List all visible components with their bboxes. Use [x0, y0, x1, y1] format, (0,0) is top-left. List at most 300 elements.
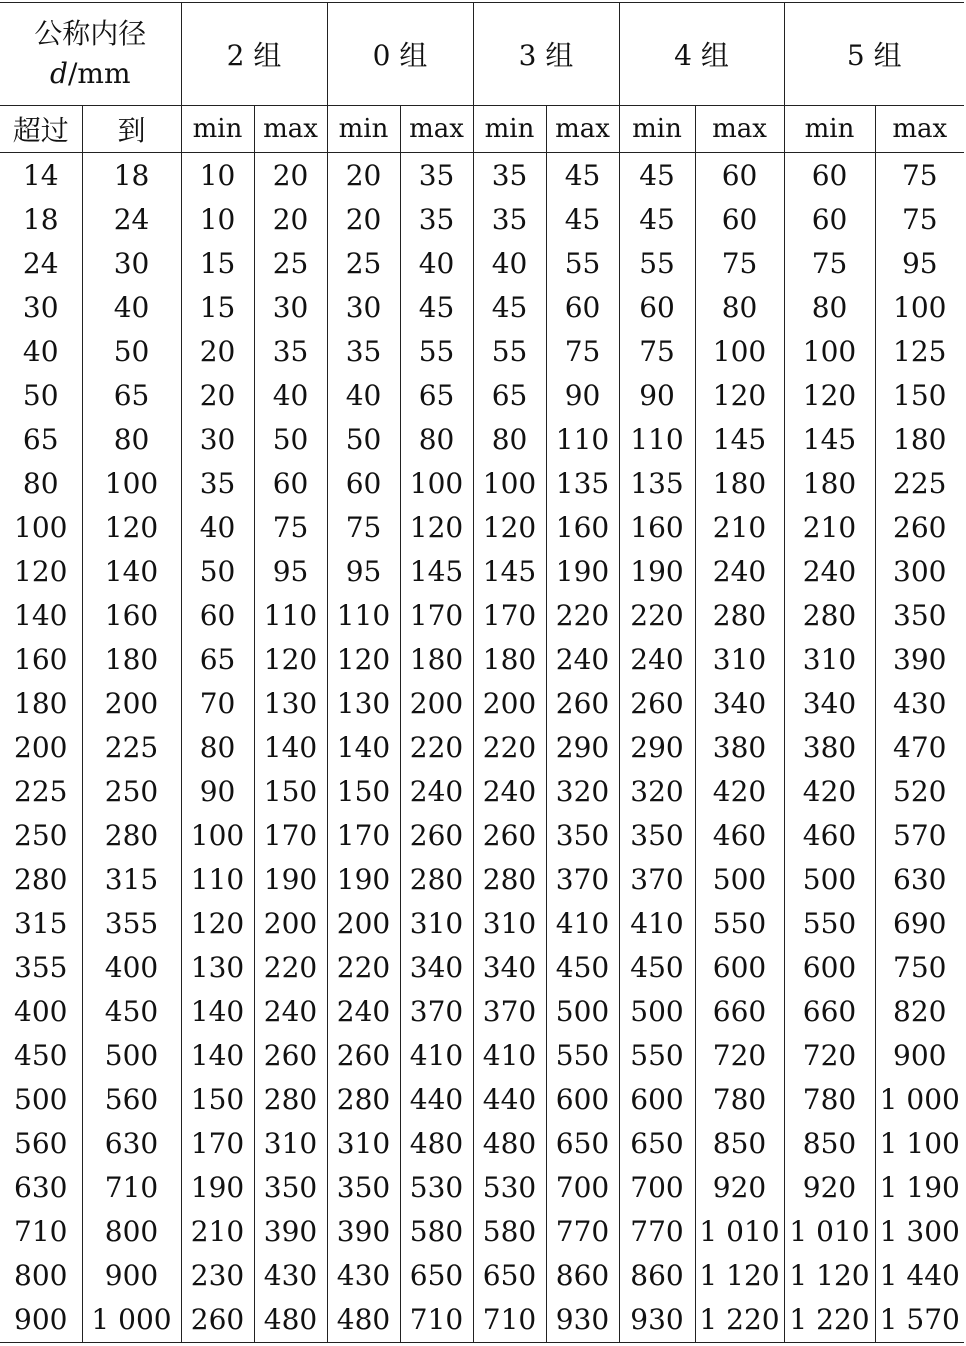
nominal-diameter-header	[0, 3, 181, 106]
table-cell: 370	[546, 858, 619, 902]
table-cell: 1 190	[875, 1166, 964, 1210]
table-cell: 280	[82, 813, 181, 857]
table-cell: 110	[619, 417, 695, 461]
table-cell: 550	[784, 902, 875, 946]
table-cell: 1 120	[695, 1254, 784, 1298]
table-cell: 80	[82, 417, 181, 461]
nominal-diameter-title: 公称内径	[34, 17, 147, 50]
table-cell: 600	[619, 1078, 695, 1122]
table-cell: 260	[875, 505, 964, 549]
table-cell: 280	[14, 863, 68, 897]
table-cell: 50	[22, 378, 59, 412]
table-cell: 230	[181, 1254, 254, 1298]
table-row	[0, 769, 964, 813]
table-cell: 40	[82, 285, 181, 329]
table-cell: 100	[14, 510, 68, 544]
table-cell: 75	[546, 329, 619, 373]
table-cell: 50	[181, 549, 254, 593]
table-cell: 280	[254, 1078, 327, 1122]
table-cell: 750	[875, 946, 964, 990]
table-cell: 40	[254, 373, 327, 417]
table-cell: 710	[82, 1166, 181, 1210]
table-cell: 560	[14, 1127, 68, 1161]
min-header: min	[181, 106, 254, 153]
table-cell: 710	[473, 1298, 546, 1343]
table-cell: 170	[400, 593, 473, 637]
table-cell: 130	[327, 681, 400, 725]
table-cell: 120	[82, 505, 181, 549]
table-row	[0, 417, 964, 461]
table-cell: 1 010	[695, 1210, 784, 1254]
diameter-unit: /mm	[67, 57, 131, 90]
table-cell: 700	[546, 1166, 619, 1210]
table-cell: 520	[875, 769, 964, 813]
min-header: min	[784, 106, 875, 153]
table-cell: 180	[473, 637, 546, 681]
table-row	[0, 505, 964, 549]
table-cell: 660	[784, 990, 875, 1034]
table-cell: 430	[254, 1254, 327, 1298]
table-cell: 350	[327, 1166, 400, 1210]
table-cell: 370	[619, 858, 695, 902]
table-cell: 340	[473, 946, 546, 990]
table-cell: 80	[473, 417, 546, 461]
table-cell: 35	[327, 329, 400, 373]
table-cell: 770	[546, 1210, 619, 1254]
table-cell: 40	[181, 505, 254, 549]
max-header: max	[254, 106, 327, 153]
table-cell: 260	[473, 813, 546, 857]
table-cell: 225	[875, 461, 964, 505]
table-cell: 170	[254, 813, 327, 857]
table-row	[0, 241, 964, 285]
table-cell: 240	[695, 549, 784, 593]
table-cell: 20	[181, 329, 254, 373]
table-cell: 145	[695, 417, 784, 461]
table-cell: 550	[546, 1034, 619, 1078]
table-cell: 40	[400, 241, 473, 285]
table-row	[0, 1122, 964, 1166]
table-cell: 75	[254, 505, 327, 549]
table-cell: 95	[327, 549, 400, 593]
min-header: min	[473, 106, 546, 153]
table-cell: 500	[619, 990, 695, 1034]
table-cell: 130	[181, 946, 254, 990]
table-cell: 55	[546, 241, 619, 285]
max-header: max	[695, 106, 784, 153]
table-cell: 20	[181, 373, 254, 417]
table-row	[0, 285, 964, 329]
table-cell: 90	[181, 769, 254, 813]
table-cell: 75	[327, 505, 400, 549]
table-cell: 30	[327, 285, 400, 329]
group-header: 4 组	[619, 3, 784, 106]
table-cell: 95	[254, 549, 327, 593]
table-cell: 80	[695, 285, 784, 329]
table-cell: 30	[254, 285, 327, 329]
table-cell: 35	[181, 461, 254, 505]
table-cell: 150	[875, 373, 964, 417]
header-row-groups	[0, 3, 964, 106]
table-cell: 580	[400, 1210, 473, 1254]
table-cell: 40	[327, 373, 400, 417]
table-row	[0, 1166, 964, 1210]
table-cell: 65	[82, 373, 181, 417]
table-cell: 24	[82, 197, 181, 241]
table-cell: 260	[254, 1034, 327, 1078]
table-cell: 630	[14, 1171, 68, 1205]
table-cell: 65	[473, 373, 546, 417]
table-cell: 220	[619, 593, 695, 637]
table-cell: 75	[695, 241, 784, 285]
table-cell: 300	[875, 549, 964, 593]
group-header: 5 组	[784, 3, 964, 106]
table-cell: 45	[400, 285, 473, 329]
table-cell: 45	[546, 153, 619, 198]
table-cell: 30	[22, 290, 59, 324]
table-cell: 200	[400, 681, 473, 725]
table-cell: 45	[473, 285, 546, 329]
table-cell: 65	[22, 422, 59, 456]
table-cell: 930	[619, 1298, 695, 1343]
table-cell: 440	[400, 1078, 473, 1122]
table-cell: 480	[254, 1298, 327, 1343]
group-header: 3 组	[473, 3, 619, 106]
table-cell: 10	[181, 197, 254, 241]
table-cell: 80	[400, 417, 473, 461]
table-cell: 700	[619, 1166, 695, 1210]
table-cell: 450	[82, 990, 181, 1034]
table-cell: 70	[181, 681, 254, 725]
table-cell: 1 000	[82, 1298, 181, 1343]
table-cell: 860	[619, 1254, 695, 1298]
table-row	[0, 593, 964, 637]
table-cell: 400	[82, 946, 181, 990]
table-cell: 350	[546, 813, 619, 857]
table-cell: 1 120	[784, 1254, 875, 1298]
table-cell: 290	[546, 725, 619, 769]
table-cell: 600	[784, 946, 875, 990]
table-cell: 355	[82, 902, 181, 946]
table-cell: 850	[784, 1122, 875, 1166]
table-row	[0, 902, 964, 946]
table-cell: 1 570	[875, 1298, 964, 1343]
group-header: 0 组	[327, 3, 473, 106]
table-cell: 170	[327, 813, 400, 857]
table-cell: 780	[784, 1078, 875, 1122]
table-cell: 100	[473, 461, 546, 505]
table-cell: 460	[784, 813, 875, 857]
table-cell: 125	[875, 329, 964, 373]
table-cell: 450	[14, 1039, 68, 1073]
table-cell: 530	[400, 1166, 473, 1210]
table-row	[0, 549, 964, 593]
table-cell: 900	[0, 1298, 82, 1343]
table-cell: 240	[254, 990, 327, 1034]
table-cell: 190	[327, 858, 400, 902]
table-row	[0, 990, 964, 1034]
table-cell: 15	[181, 241, 254, 285]
table-cell: 570	[875, 813, 964, 857]
table-cell: 390	[327, 1210, 400, 1254]
table-row	[0, 946, 964, 990]
table-cell: 60	[695, 153, 784, 198]
table-cell: 18	[22, 202, 59, 236]
table-cell: 150	[254, 769, 327, 813]
table-cell: 720	[784, 1034, 875, 1078]
table-cell: 50	[327, 417, 400, 461]
table-cell: 120	[327, 637, 400, 681]
max-header: max	[875, 106, 964, 153]
table-cell: 35	[473, 153, 546, 198]
table-row	[0, 1254, 964, 1298]
table-cell: 380	[695, 725, 784, 769]
table-cell: 10	[181, 153, 254, 198]
table-cell: 180	[875, 417, 964, 461]
table-cell: 24	[22, 246, 59, 280]
table-cell: 420	[695, 769, 784, 813]
table-cell: 190	[619, 549, 695, 593]
table-cell: 200	[14, 730, 68, 764]
table-cell: 500	[14, 1083, 68, 1117]
table-cell: 120	[14, 554, 68, 588]
table-cell: 290	[619, 725, 695, 769]
table-cell: 145	[473, 549, 546, 593]
table-cell: 120	[254, 637, 327, 681]
table-cell: 55	[400, 329, 473, 373]
table-cell: 35	[473, 197, 546, 241]
table-cell: 160	[619, 505, 695, 549]
table-row	[0, 373, 964, 417]
table-cell: 1 220	[784, 1298, 875, 1343]
table-cell: 500	[784, 858, 875, 902]
table-cell: 100	[400, 461, 473, 505]
table-cell: 60	[181, 593, 254, 637]
table-cell: 820	[875, 990, 964, 1034]
table-cell: 120	[784, 373, 875, 417]
table-cell: 160	[82, 593, 181, 637]
min-header: min	[619, 106, 695, 153]
table-cell: 920	[784, 1166, 875, 1210]
table-cell: 20	[327, 153, 400, 198]
table-cell: 260	[546, 681, 619, 725]
table-cell: 310	[695, 637, 784, 681]
table-cell: 110	[181, 858, 254, 902]
table-cell: 40	[22, 334, 59, 368]
table-cell: 340	[400, 946, 473, 990]
table-cell: 860	[546, 1254, 619, 1298]
table-cell: 370	[473, 990, 546, 1034]
table-cell: 500	[695, 858, 784, 902]
max-header: max	[400, 106, 473, 153]
table-cell: 320	[546, 769, 619, 813]
table-body	[0, 153, 964, 1343]
table-cell: 920	[695, 1166, 784, 1210]
table-cell: 690	[875, 902, 964, 946]
table-cell: 600	[695, 946, 784, 990]
table-cell: 440	[473, 1078, 546, 1122]
table-cell: 135	[619, 461, 695, 505]
table-row	[0, 813, 964, 857]
table-cell: 800	[82, 1210, 181, 1254]
table-cell: 100	[181, 813, 254, 857]
table-cell: 260	[327, 1034, 400, 1078]
table-cell: 210	[695, 505, 784, 549]
table-cell: 110	[327, 593, 400, 637]
table-cell: 120	[181, 902, 254, 946]
table-cell: 410	[473, 1034, 546, 1078]
table-cell: 60	[784, 197, 875, 241]
table-cell: 45	[619, 197, 695, 241]
table-cell: 75	[875, 197, 964, 241]
table-cell: 390	[254, 1210, 327, 1254]
table-cell: 120	[695, 373, 784, 417]
table-row	[0, 329, 964, 373]
table-cell: 45	[546, 197, 619, 241]
table-cell: 65	[400, 373, 473, 417]
table-cell: 180	[695, 461, 784, 505]
table-row	[0, 637, 964, 681]
table-cell: 50	[82, 329, 181, 373]
table-cell: 450	[619, 946, 695, 990]
table-cell: 580	[473, 1210, 546, 1254]
max-header: max	[546, 106, 619, 153]
table-cell: 310	[473, 902, 546, 946]
table-cell: 420	[784, 769, 875, 813]
table-cell: 410	[619, 902, 695, 946]
table-cell: 220	[473, 725, 546, 769]
table-cell: 35	[400, 197, 473, 241]
table-cell: 280	[327, 1078, 400, 1122]
table-cell: 35	[254, 329, 327, 373]
table-cell: 140	[327, 725, 400, 769]
table-cell: 210	[181, 1210, 254, 1254]
table-cell: 140	[181, 1034, 254, 1078]
table-cell: 180	[14, 686, 68, 720]
table-cell: 120	[473, 505, 546, 549]
table-row	[0, 197, 964, 241]
table-cell: 480	[400, 1122, 473, 1166]
table-cell: 60	[546, 285, 619, 329]
table-cell: 1 000	[875, 1078, 964, 1122]
table-cell: 800	[14, 1259, 68, 1293]
table-cell: 310	[254, 1122, 327, 1166]
header-row-subcolumns	[0, 106, 964, 153]
table-cell: 35	[400, 153, 473, 198]
table-cell: 240	[619, 637, 695, 681]
nominal-diameter-unit-line	[0, 54, 181, 94]
table-cell: 250	[82, 769, 181, 813]
table-cell: 650	[400, 1254, 473, 1298]
table-cell: 90	[546, 373, 619, 417]
table-cell: 400	[14, 995, 68, 1029]
table-cell: 350	[875, 593, 964, 637]
table-cell: 900	[875, 1034, 964, 1078]
table-cell: 390	[875, 637, 964, 681]
table-cell: 310	[784, 637, 875, 681]
table-cell: 100	[784, 329, 875, 373]
table-cell: 460	[695, 813, 784, 857]
table-cell: 600	[546, 1078, 619, 1122]
table-cell: 650	[473, 1254, 546, 1298]
table-cell: 170	[473, 593, 546, 637]
table-cell: 350	[619, 813, 695, 857]
table-cell: 850	[695, 1122, 784, 1166]
table-row	[0, 153, 964, 198]
table-cell: 280	[473, 858, 546, 902]
table-cell: 720	[695, 1034, 784, 1078]
table-cell: 75	[619, 329, 695, 373]
table-cell: 310	[400, 902, 473, 946]
table-cell: 20	[254, 197, 327, 241]
table-cell: 220	[546, 593, 619, 637]
table-cell: 370	[400, 990, 473, 1034]
table-cell: 15	[181, 285, 254, 329]
table-cell: 710	[400, 1298, 473, 1343]
table-cell: 650	[546, 1122, 619, 1166]
table-cell: 480	[473, 1122, 546, 1166]
table-cell: 315	[14, 907, 68, 941]
table-cell: 60	[695, 197, 784, 241]
table-cell: 630	[875, 858, 964, 902]
table-cell: 320	[619, 769, 695, 813]
table-cell: 30	[82, 241, 181, 285]
table-cell: 60	[784, 153, 875, 198]
table-cell: 75	[875, 153, 964, 198]
table-cell: 900	[82, 1254, 181, 1298]
table-row	[0, 1210, 964, 1254]
table-cell: 1 220	[695, 1298, 784, 1343]
table-cell: 110	[254, 593, 327, 637]
table-cell: 225	[14, 774, 68, 808]
table-cell: 660	[695, 990, 784, 1034]
min-header: min	[327, 106, 400, 153]
table-cell: 190	[254, 858, 327, 902]
table-cell: 40	[473, 241, 546, 285]
table-cell: 315	[82, 858, 181, 902]
table-cell: 145	[400, 549, 473, 593]
group-header: 2 组	[181, 3, 327, 106]
table-cell: 450	[546, 946, 619, 990]
table-cell: 140	[14, 598, 68, 632]
table-cell: 60	[619, 285, 695, 329]
table-cell: 1 100	[875, 1122, 964, 1166]
table-cell: 410	[400, 1034, 473, 1078]
table-cell: 150	[327, 769, 400, 813]
table-cell: 18	[82, 153, 181, 198]
table-cell: 770	[619, 1210, 695, 1254]
table-cell: 25	[327, 241, 400, 285]
table-cell: 80	[22, 466, 59, 500]
table-cell: 480	[327, 1298, 400, 1343]
table-cell: 130	[254, 681, 327, 725]
table-cell: 120	[400, 505, 473, 549]
table-cell: 350	[254, 1166, 327, 1210]
table-cell: 180	[82, 637, 181, 681]
table-cell: 180	[784, 461, 875, 505]
table-cell: 430	[327, 1254, 400, 1298]
to-header: 到	[82, 106, 181, 153]
table-cell: 280	[695, 593, 784, 637]
table-cell: 200	[473, 681, 546, 725]
table-cell: 240	[473, 769, 546, 813]
table-cell: 135	[546, 461, 619, 505]
table-cell: 170	[181, 1122, 254, 1166]
table-cell: 260	[619, 681, 695, 725]
table-cell: 55	[619, 241, 695, 285]
table-cell: 65	[181, 637, 254, 681]
table-cell: 220	[400, 725, 473, 769]
